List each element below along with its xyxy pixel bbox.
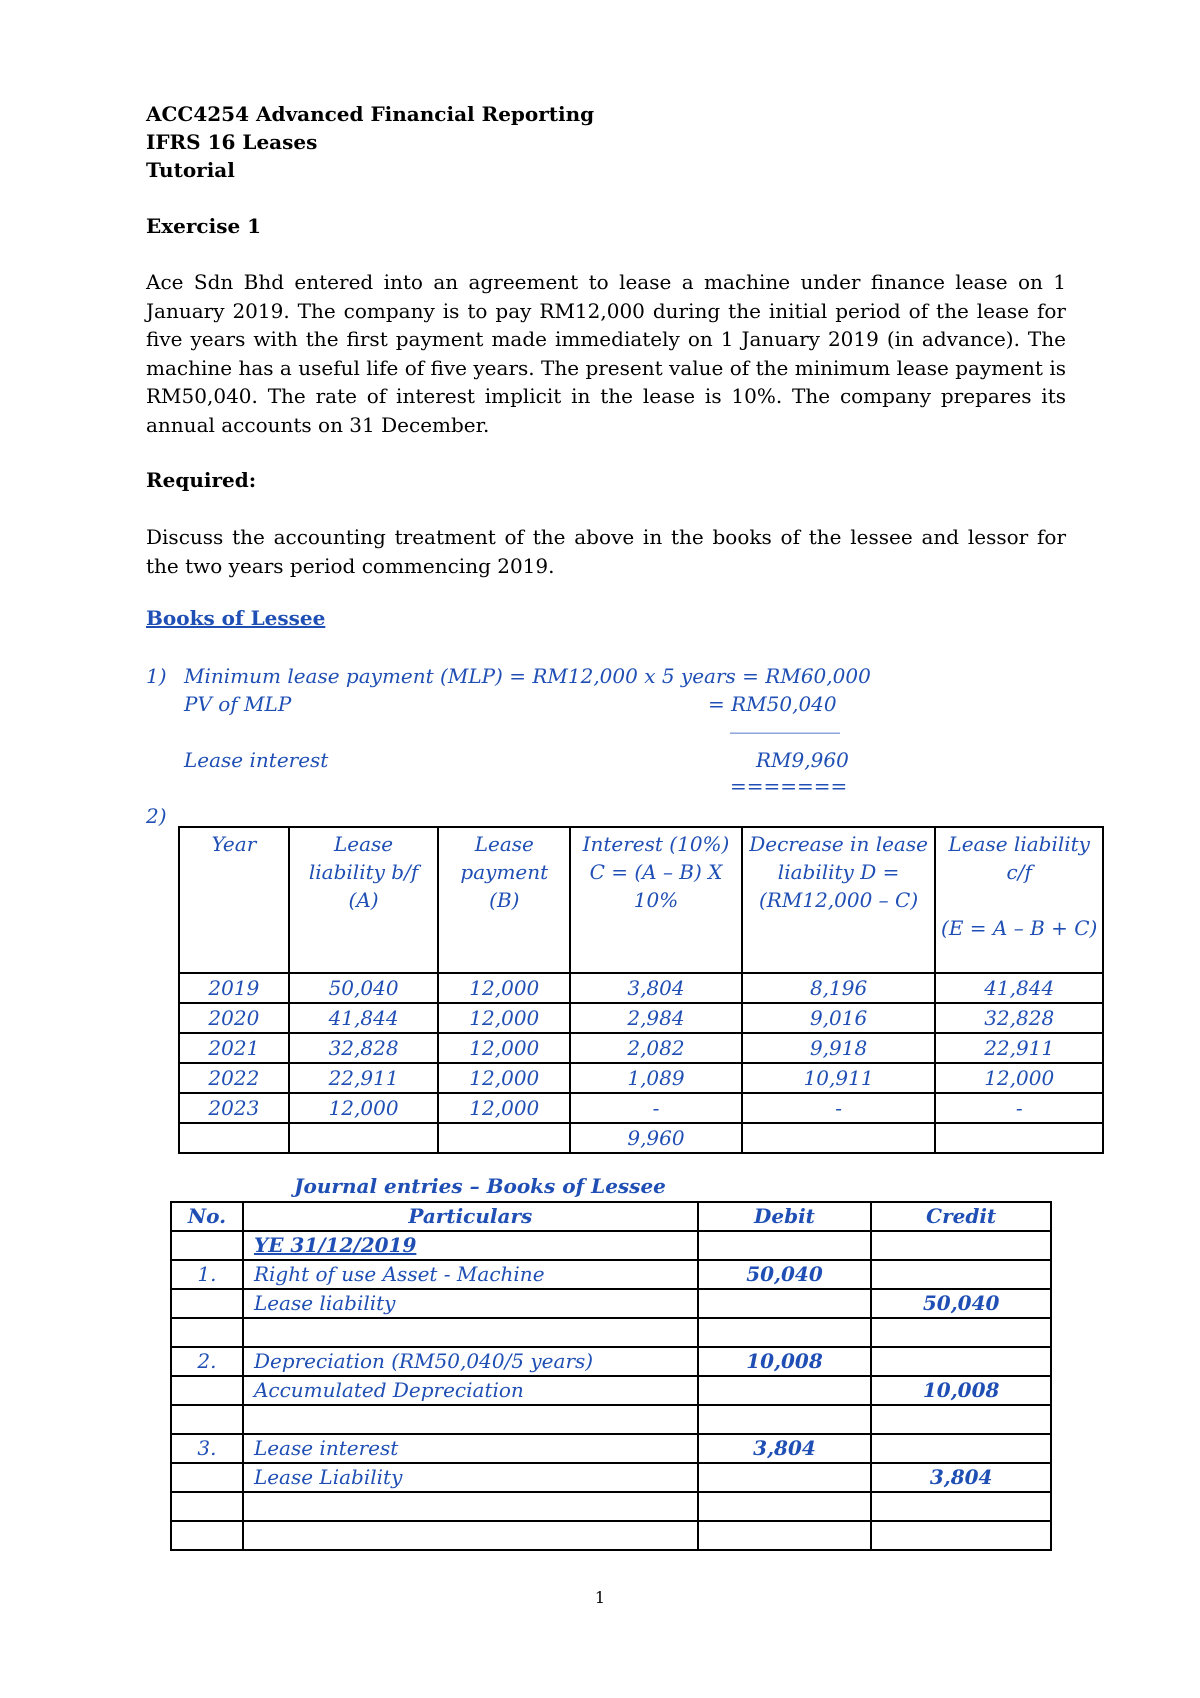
cell-particulars: Depreciation (RM50,040/5 years) bbox=[243, 1347, 698, 1376]
pv-label: PV of MLP bbox=[184, 692, 292, 716]
cell-payment: 12,000 bbox=[438, 1033, 570, 1063]
cell-bf bbox=[289, 1123, 439, 1153]
cell-year: 2022 bbox=[179, 1063, 289, 1093]
cell-decrease: 8,196 bbox=[742, 973, 936, 1003]
cell-particulars bbox=[243, 1521, 698, 1550]
cell-year bbox=[179, 1123, 289, 1153]
cell-credit bbox=[871, 1231, 1051, 1260]
doc-type: Tutorial bbox=[146, 158, 235, 182]
step1-number: 1) bbox=[146, 664, 167, 688]
step2-number: 2) bbox=[146, 804, 167, 828]
cell-bf: 41,844 bbox=[289, 1003, 439, 1033]
schedule-header-row bbox=[179, 827, 1103, 973]
cell-year: 2020 bbox=[179, 1003, 289, 1033]
schedule-row bbox=[179, 1063, 1103, 1093]
cell-particulars bbox=[243, 1492, 698, 1521]
cell-credit bbox=[871, 1347, 1051, 1376]
header-debit: Debit bbox=[698, 1202, 872, 1231]
cell-interest: - bbox=[570, 1093, 742, 1123]
subtotal-rule: ___________ bbox=[730, 710, 840, 734]
cell-decrease: 10,911 bbox=[742, 1063, 936, 1093]
cell-payment: 12,000 bbox=[438, 1093, 570, 1123]
lessee-heading: Books of Lessee bbox=[146, 606, 326, 630]
journal-row bbox=[171, 1289, 1051, 1318]
cell-no bbox=[171, 1289, 243, 1318]
cell-no: 3. bbox=[171, 1434, 243, 1463]
cell-credit bbox=[871, 1434, 1051, 1463]
cell-debit bbox=[698, 1405, 872, 1434]
journal-row bbox=[171, 1521, 1051, 1550]
cell-decrease: - bbox=[742, 1093, 936, 1123]
cell-debit bbox=[698, 1521, 872, 1550]
cell-bf: 50,040 bbox=[289, 973, 439, 1003]
cell-year: 2019 bbox=[179, 973, 289, 1003]
cell-credit: 10,008 bbox=[871, 1376, 1051, 1405]
cell-debit bbox=[698, 1376, 872, 1405]
cell-cf bbox=[935, 1123, 1103, 1153]
course-title: ACC4254 Advanced Financial Reporting bbox=[146, 102, 595, 126]
interest-label: Lease interest bbox=[184, 748, 329, 772]
journal-row bbox=[171, 1434, 1051, 1463]
cell-interest: 1,089 bbox=[570, 1063, 742, 1093]
lease-schedule-table bbox=[178, 826, 1104, 1154]
cell-particulars bbox=[243, 1405, 698, 1434]
journal-row bbox=[171, 1318, 1051, 1347]
cell-no bbox=[171, 1231, 243, 1260]
cell-no bbox=[171, 1376, 243, 1405]
cell-debit bbox=[698, 1289, 872, 1318]
journal-table bbox=[170, 1201, 1052, 1551]
cell-credit bbox=[871, 1260, 1051, 1289]
cell-year: 2021 bbox=[179, 1033, 289, 1063]
cell-debit bbox=[698, 1492, 872, 1521]
journal-row bbox=[171, 1405, 1051, 1434]
cell-credit: 50,040 bbox=[871, 1289, 1051, 1318]
journal-row bbox=[171, 1260, 1051, 1289]
cell-payment: 12,000 bbox=[438, 973, 570, 1003]
pv-value: = RM50,040 bbox=[708, 692, 837, 716]
cell-decrease: 9,016 bbox=[742, 1003, 936, 1033]
cell-particulars bbox=[243, 1318, 698, 1347]
cell-cf: - bbox=[935, 1093, 1103, 1123]
cell-payment: 12,000 bbox=[438, 1003, 570, 1033]
header-liability-bf: Lease liability b/f (A) bbox=[289, 827, 439, 973]
page-number: 1 bbox=[594, 1588, 606, 1607]
exercise-title: Exercise 1 bbox=[146, 214, 262, 238]
cell-no bbox=[171, 1405, 243, 1434]
cell-interest-total: 9,960 bbox=[570, 1123, 742, 1153]
header-decrease: Decrease in lease liability D = (RM12,000 – C) bbox=[742, 827, 936, 973]
cell-debit: 10,008 bbox=[698, 1347, 872, 1376]
cell-debit bbox=[698, 1231, 872, 1260]
journal-row bbox=[171, 1347, 1051, 1376]
cell-credit: 3,804 bbox=[871, 1463, 1051, 1492]
journal-row bbox=[171, 1231, 1051, 1260]
required-text: Discuss the accounting treatment of the above in the books of the lessee and lessor for the two years period commencing 2019. bbox=[146, 525, 1066, 578]
cell-payment: 12,000 bbox=[438, 1063, 570, 1093]
schedule-row bbox=[179, 1003, 1103, 1033]
schedule-row bbox=[179, 1093, 1103, 1123]
cell-no bbox=[171, 1521, 243, 1550]
cell-credit bbox=[871, 1492, 1051, 1521]
cell-debit bbox=[698, 1463, 872, 1492]
cell-debit bbox=[698, 1318, 872, 1347]
cell-no: 2. bbox=[171, 1347, 243, 1376]
cell-interest: 3,804 bbox=[570, 973, 742, 1003]
cell-credit bbox=[871, 1521, 1051, 1550]
cell-year: 2023 bbox=[179, 1093, 289, 1123]
cell-interest: 2,082 bbox=[570, 1033, 742, 1063]
header-no: No. bbox=[171, 1202, 243, 1231]
journal-row bbox=[171, 1492, 1051, 1521]
cell-cf: 32,828 bbox=[935, 1003, 1103, 1033]
header-liability-cf: Lease liability c/f (E = A – B + C) bbox=[935, 827, 1103, 973]
cell-no: 1. bbox=[171, 1260, 243, 1289]
schedule-row bbox=[179, 973, 1103, 1003]
exercise-body: Ace Sdn Bhd entered into an agreement to lease a machine under finance lease on 1 January 2019. The company is to pay RM12,000 during the initial period of the lease for five years with the first payment made immediately on 1 January 2019 (in advance). The machine has a useful life of five years. The present value of the minimum lease payment is RM50,040. The rate of interest implicit in the lease is 10%. The company prepares its annual accounts on 31 December. bbox=[146, 270, 1066, 437]
header-interest: Interest (10%) C = (A – B) X 10% bbox=[570, 827, 742, 973]
cell-particulars: Lease liability bbox=[243, 1289, 698, 1318]
header-credit: Credit bbox=[871, 1202, 1051, 1231]
cell-cf: 41,844 bbox=[935, 973, 1103, 1003]
header-particulars: Particulars bbox=[243, 1202, 698, 1231]
journal-title: Journal entries – Books of Lessee bbox=[294, 1174, 666, 1198]
cell-decrease: 9,918 bbox=[742, 1033, 936, 1063]
journal-row bbox=[171, 1376, 1051, 1405]
cell-particulars: Right of use Asset - Machine bbox=[243, 1260, 698, 1289]
cell-no bbox=[171, 1318, 243, 1347]
cell-debit: 50,040 bbox=[698, 1260, 872, 1289]
header-year: Year bbox=[179, 827, 289, 973]
interest-value: RM9,960 bbox=[756, 748, 849, 772]
cell-no bbox=[171, 1463, 243, 1492]
cell-bf: 12,000 bbox=[289, 1093, 439, 1123]
cell-decrease bbox=[742, 1123, 936, 1153]
mlp-line: Minimum lease payment (MLP) = RM12,000 x 5 years = RM60,000 bbox=[184, 664, 871, 688]
cell-payment bbox=[438, 1123, 570, 1153]
header-payment: Lease payment (B) bbox=[438, 827, 570, 973]
cell-debit: 3,804 bbox=[698, 1434, 872, 1463]
cell-particulars: Lease interest bbox=[243, 1434, 698, 1463]
cell-credit bbox=[871, 1318, 1051, 1347]
cell-bf: 32,828 bbox=[289, 1033, 439, 1063]
required-label: Required: bbox=[146, 468, 257, 492]
total-rule: ======= bbox=[730, 774, 848, 798]
cell-no bbox=[171, 1492, 243, 1521]
cell-interest: 2,984 bbox=[570, 1003, 742, 1033]
journal-header-row bbox=[171, 1202, 1051, 1231]
cell-particulars: Lease Liability bbox=[243, 1463, 698, 1492]
cell-cf: 12,000 bbox=[935, 1063, 1103, 1093]
journal-row bbox=[171, 1463, 1051, 1492]
topic-title: IFRS 16 Leases bbox=[146, 130, 318, 154]
cell-credit bbox=[871, 1405, 1051, 1434]
cell-particulars: Accumulated Depreciation bbox=[243, 1376, 698, 1405]
cell-bf: 22,911 bbox=[289, 1063, 439, 1093]
cell-cf: 22,911 bbox=[935, 1033, 1103, 1063]
schedule-row bbox=[179, 1033, 1103, 1063]
cell-year-end: YE 31/12/2019 bbox=[243, 1231, 698, 1260]
schedule-total-row bbox=[179, 1123, 1103, 1153]
